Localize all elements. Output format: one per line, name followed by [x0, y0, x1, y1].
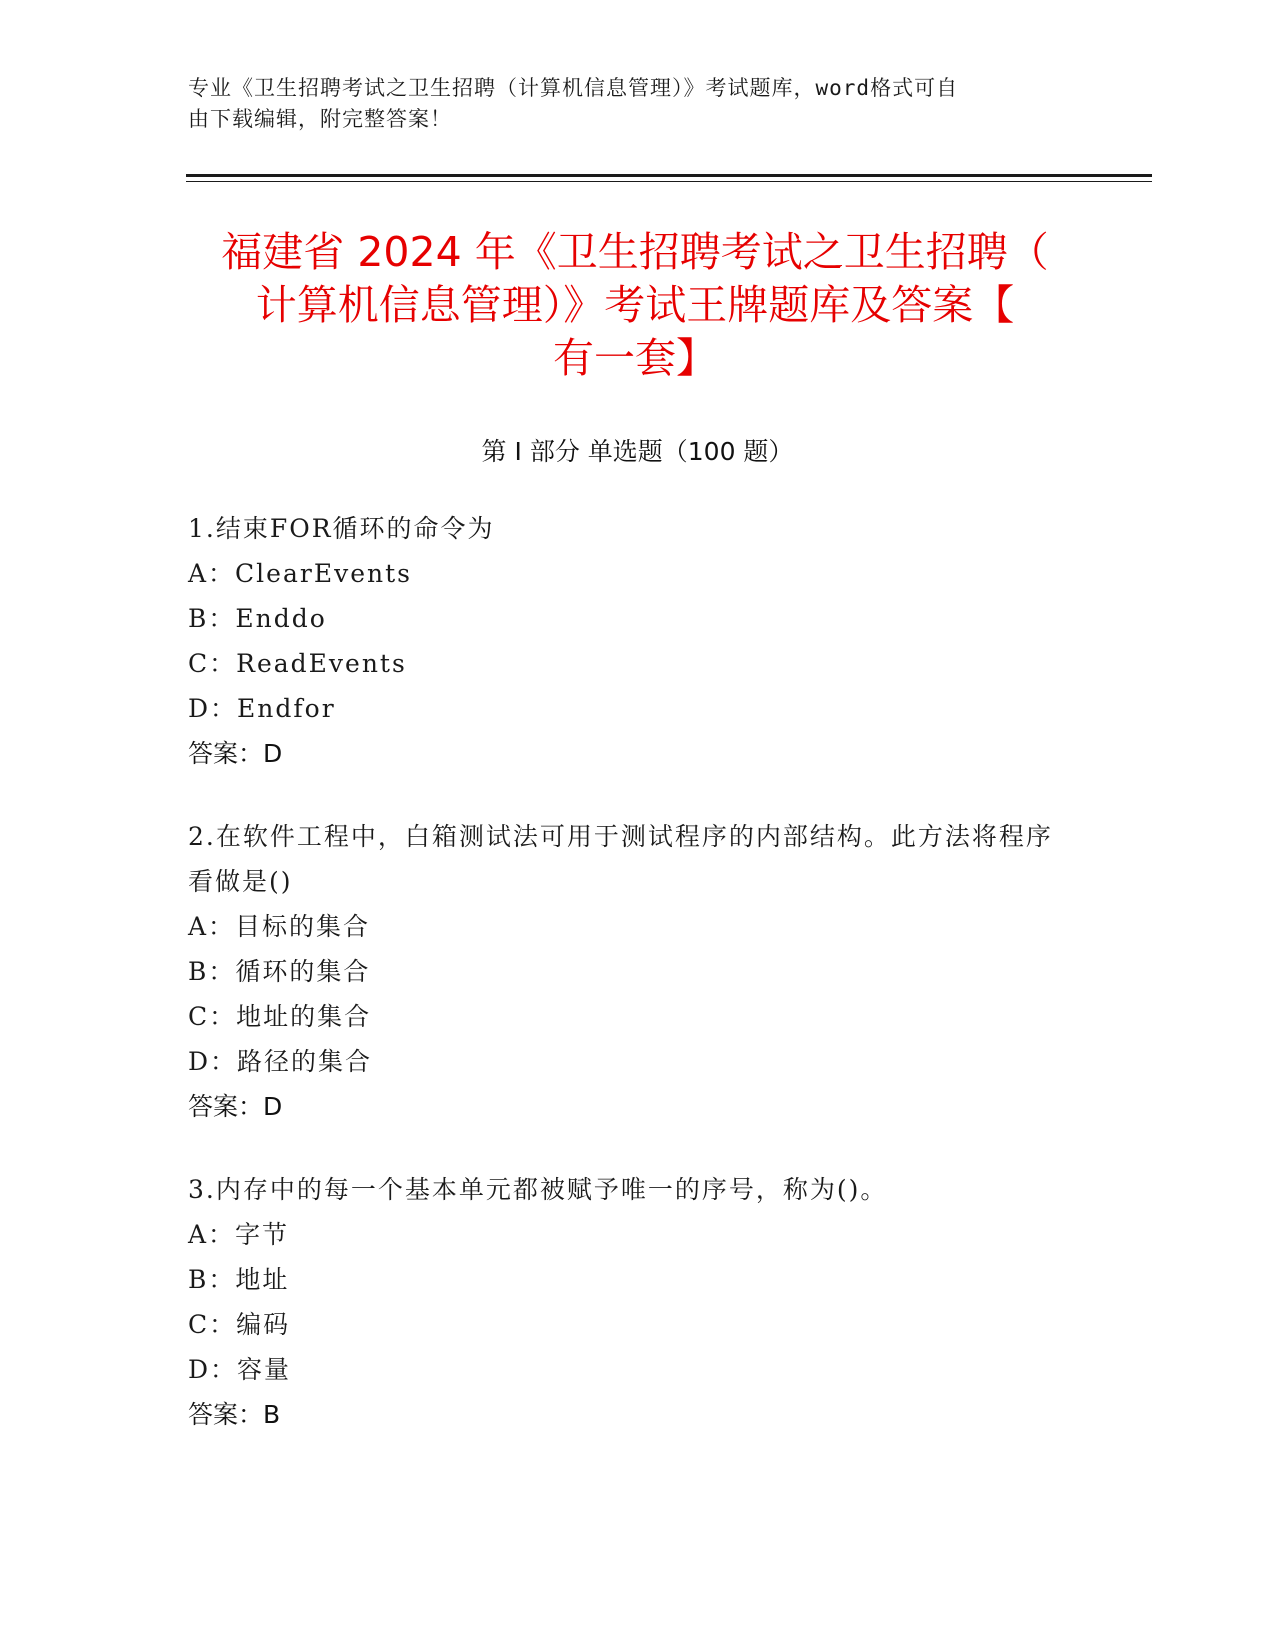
- option-a: A：字节: [188, 1220, 290, 1249]
- option-b: B：循环的集合: [188, 957, 371, 986]
- option-a: A：目标的集合: [188, 912, 371, 941]
- option-b: B：Enddo: [188, 604, 327, 633]
- header-note-line-1: 专业《卫生招聘考试之卫生招聘（计算机信息管理）》考试题库，word格式可自: [188, 76, 959, 100]
- title-line-2: 计算机信息管理）》考试王牌题库及答案【: [255, 281, 1015, 329]
- header-note-line-2: 由下载编辑，附完整答案！: [188, 107, 452, 131]
- option-c: C：编码: [188, 1310, 291, 1339]
- answer: 答案：D: [188, 739, 283, 768]
- header-note: [188, 73, 1068, 135]
- option-d: D：路径的集合: [188, 1047, 373, 1076]
- option-c: C：ReadEvents: [188, 649, 407, 678]
- section-heading: 第 I 部分 单选题（100 题）: [481, 437, 794, 466]
- option-a: A：ClearEvents: [188, 559, 412, 588]
- question-stem: 3.内存中的每一个基本单元都被赋予唯一的序号，称为()。: [188, 1175, 888, 1204]
- option-c: C：地址的集合: [188, 1002, 372, 1031]
- answer: 答案：D: [188, 1092, 283, 1121]
- option-b: B：地址: [188, 1265, 290, 1294]
- option-d: D：Endfor: [188, 694, 336, 723]
- title-line-1: 福建省 2024 年《卫生招聘考试之卫生招聘（: [221, 228, 1049, 276]
- header-divider-thin: [186, 181, 1152, 182]
- header-divider-thick: [186, 174, 1152, 177]
- question-stem: 2.在软件工程中，白箱测试法可用于测试程序的内部结构。此方法将程序看做是(): [188, 822, 1053, 896]
- question-1: [188, 506, 1068, 776]
- document-title: [170, 226, 1100, 385]
- question-stem: 1.结束FOR循环的命令为: [188, 514, 495, 543]
- question-2: [188, 814, 1068, 1129]
- option-d: D：容量: [188, 1355, 292, 1384]
- title-line-3: 有一套】: [553, 334, 717, 382]
- answer: 答案：B: [188, 1400, 281, 1429]
- question-3: [188, 1167, 1068, 1437]
